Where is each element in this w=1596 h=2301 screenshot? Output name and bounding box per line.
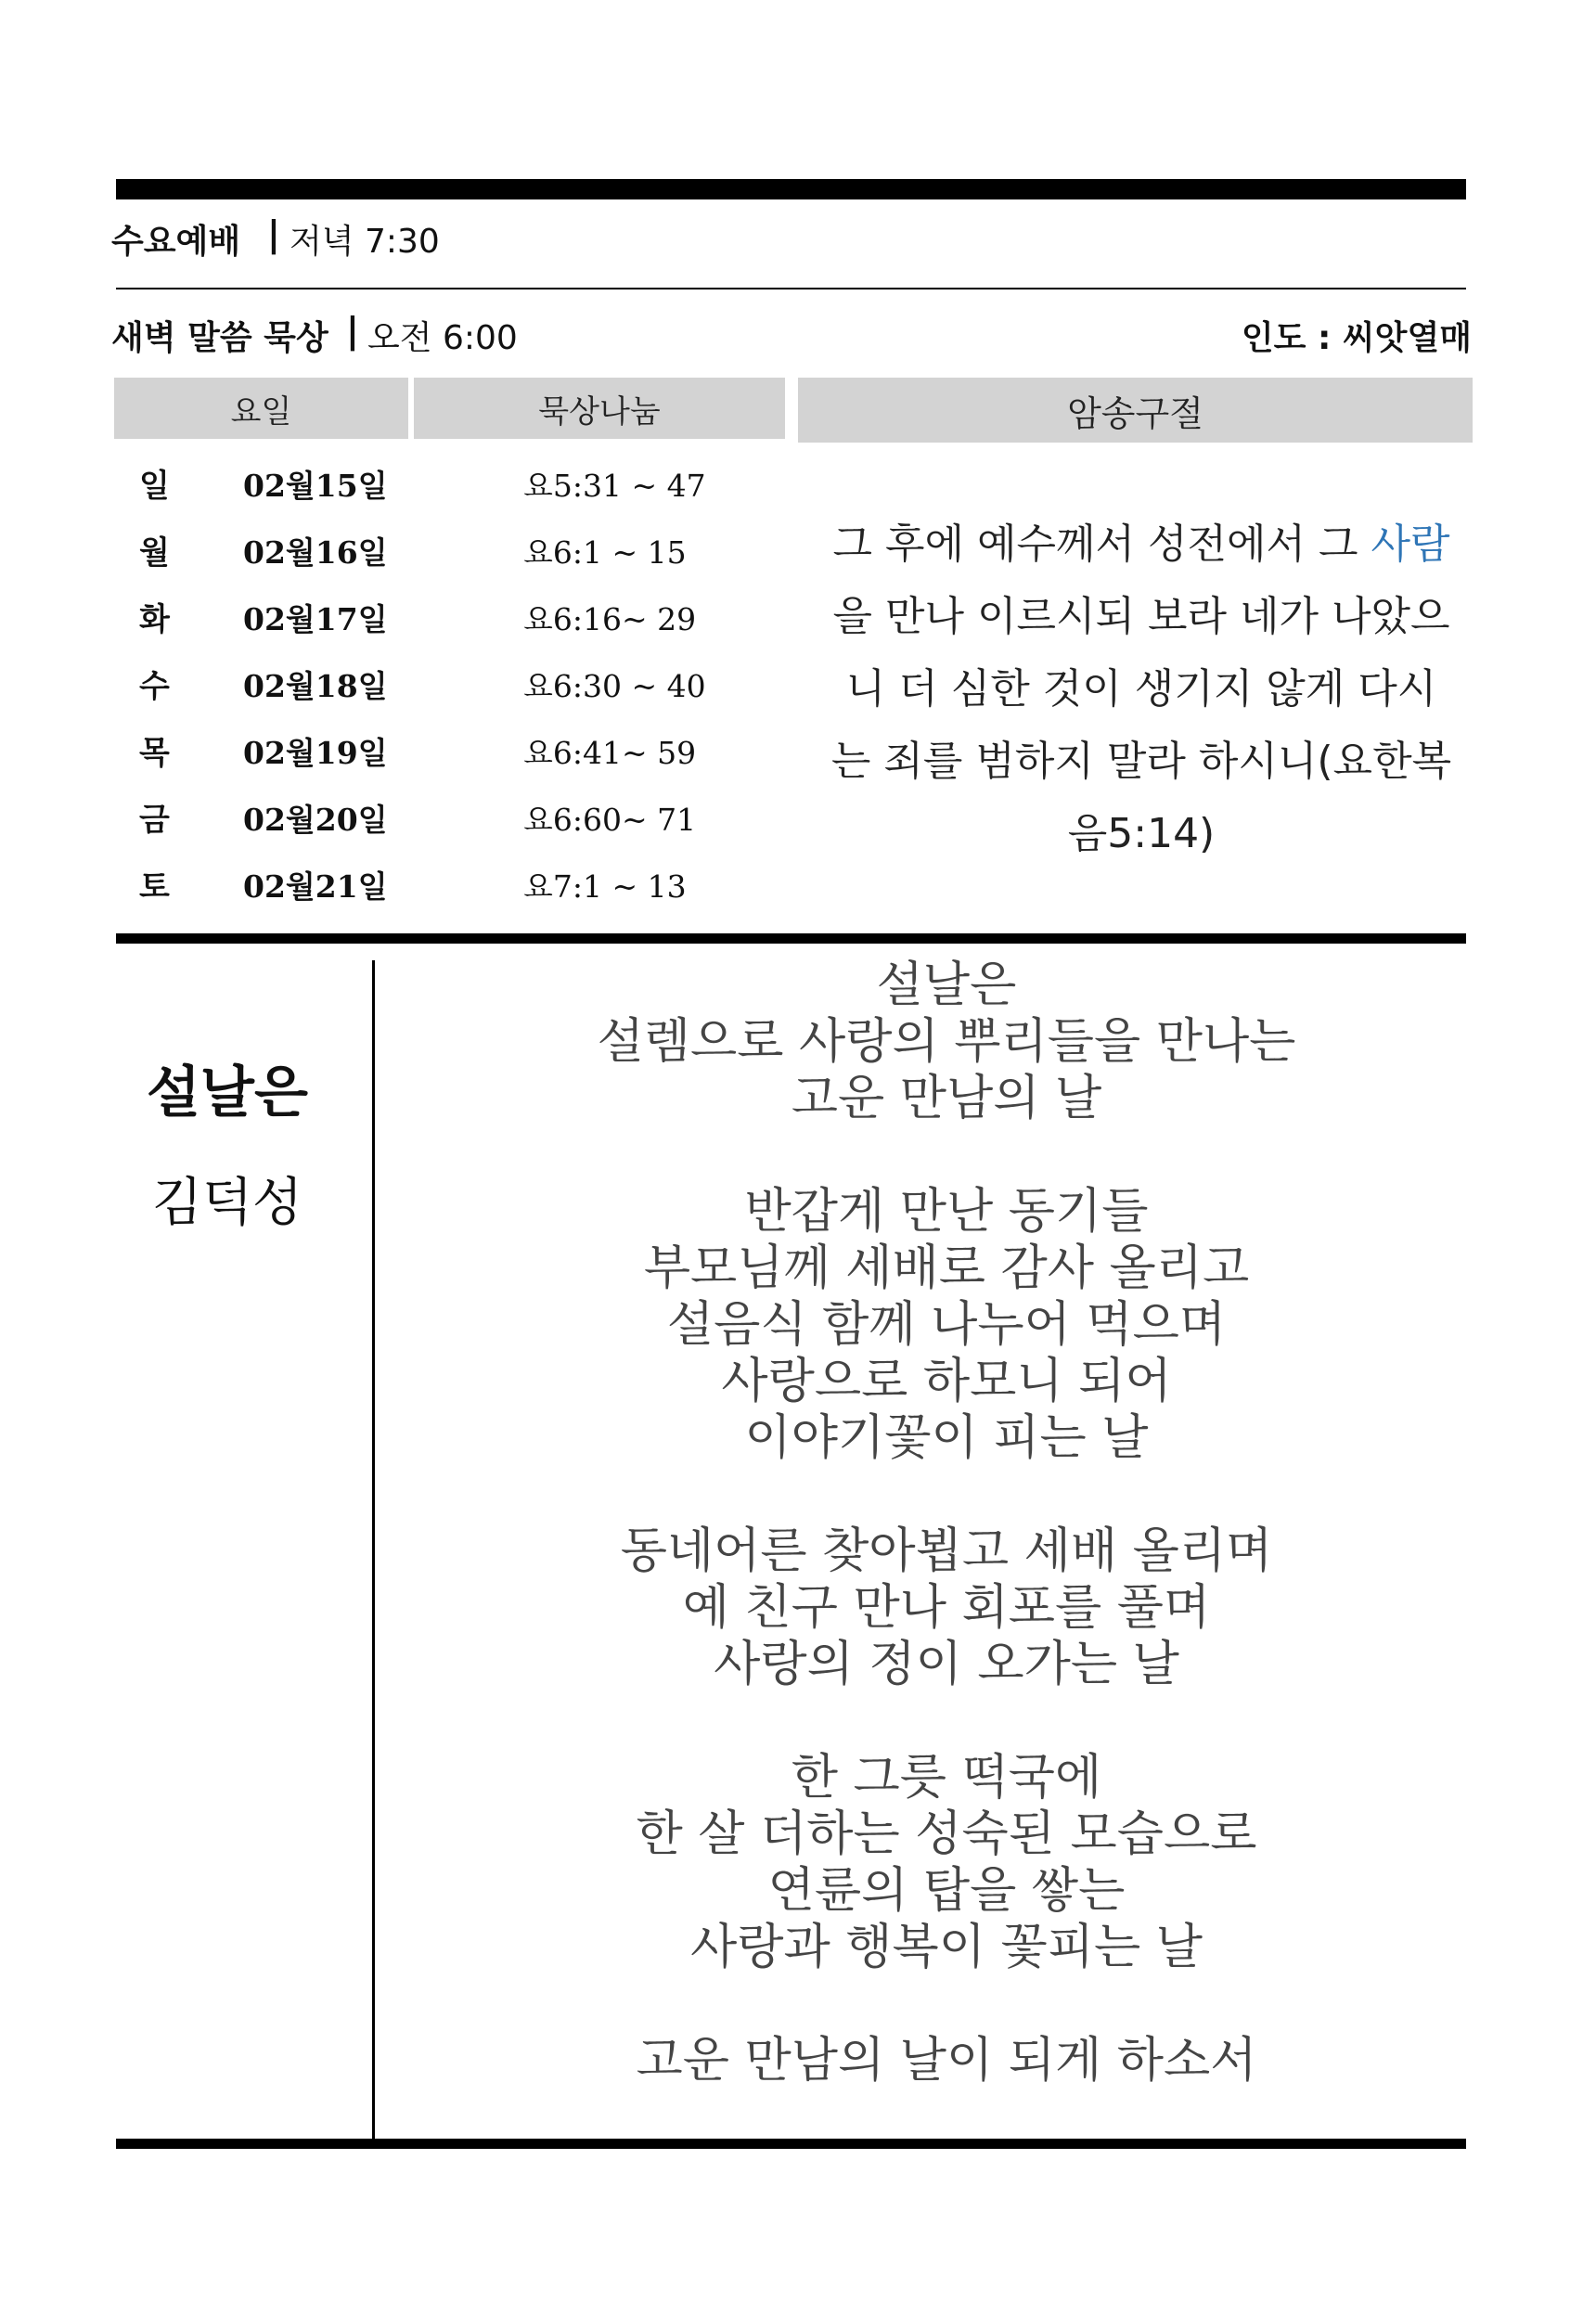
separator: |: [267, 213, 280, 254]
table-row: [0, 787, 798, 854]
memory-verse: [817, 508, 1466, 870]
verse-line: 음5:14): [1067, 810, 1216, 857]
poem-stanza: [390, 1184, 1503, 1467]
table-row: [0, 586, 798, 653]
date-cell: 02월19일: [243, 735, 388, 771]
wednesday-service-time: 저녁 7:30: [290, 223, 440, 261]
poem-line: 한 살 더하는 성숙된 모습으로: [636, 1806, 1257, 1862]
date-cell: 02월16일: [243, 534, 388, 571]
day-cell: 일: [139, 468, 170, 505]
poem-line: 사랑으로 하모니 되어: [721, 1354, 1172, 1409]
reference-cell: 요7:1 ~ 13: [523, 868, 687, 905]
top-rule: [116, 179, 1466, 199]
day-cell: 금: [139, 802, 170, 839]
reference-cell: 요5:31 ~ 47: [523, 468, 706, 504]
table-row: [0, 720, 798, 787]
reference-cell: 요6:30 ~ 40: [523, 668, 706, 704]
day-cell: 토: [139, 868, 170, 906]
poem-stanza: [390, 1750, 1503, 1976]
table-row: [0, 653, 798, 720]
header-day: 요일: [114, 378, 408, 439]
poem-line: 설음식 함께 나누어 먹으며: [666, 1297, 1227, 1353]
reference-cell: 요6:16~ 29: [523, 601, 697, 637]
poem-author: 김덕성: [151, 1173, 303, 1233]
dawn-meditation-time: 오전 6:00: [367, 319, 518, 357]
leader-label: 인도 : 씨앗열매: [1241, 319, 1472, 357]
poem-line: 부모님께 세배로 감사 올리고: [643, 1240, 1250, 1296]
poem-line: 사랑과 행복이 꽃피는 날: [690, 1920, 1203, 1975]
date-cell: 02월18일: [243, 668, 388, 704]
poem-line: 동네어른 찾아뵙고 세배 올리며: [620, 1523, 1273, 1579]
verse-line: 니 더 심한 것이 생기지 않게 다시: [845, 665, 1437, 713]
poem-line: 반갑게 만난 동기들: [744, 1184, 1149, 1240]
table-row: [0, 453, 798, 520]
poem-line: 이야기꽃이 피는 날: [744, 1410, 1149, 1466]
poem-title: 설날은: [147, 1061, 308, 1125]
dawn-meditation-label: 새벽 말씀 묵상: [111, 319, 328, 357]
poem-stanza: [390, 1523, 1503, 1693]
divider: [116, 288, 1466, 289]
poem-body: [390, 958, 1503, 2089]
poem-line: 고운 만남의 날이 되게 하소서: [636, 2033, 1257, 2089]
reference-cell: 요6:60~ 71: [523, 802, 697, 838]
day-cell: 화: [139, 601, 170, 638]
poem-line: 설날은: [876, 958, 1017, 1013]
separator: |: [346, 310, 359, 351]
poem-stanza: [390, 2033, 1503, 2089]
day-cell: 수: [139, 668, 170, 705]
verse-line: 는 죄를 범하지 말라 하시니(요한복: [830, 738, 1452, 785]
poem-line: 사랑의 정이 오가는 날: [714, 1637, 1179, 1692]
verse-line: 그 후에 예수께서 성전에서 그: [832, 521, 1371, 568]
header-meditation: 묵상나눔: [414, 378, 785, 439]
date-cell: 02월21일: [243, 868, 388, 905]
poem-line: 예 친구 만나 회포를 풀며: [682, 1580, 1211, 1636]
section-rule: [116, 933, 1466, 944]
bottom-rule: [116, 2139, 1466, 2149]
vertical-divider: [372, 960, 375, 2143]
poem-stanza: [390, 958, 1503, 1127]
day-cell: 월: [139, 534, 170, 572]
date-cell: 02월17일: [243, 601, 388, 637]
poem-line: 고운 만남의 날: [791, 1071, 1102, 1126]
date-cell: 02월15일: [243, 468, 388, 504]
table-row: [0, 854, 798, 920]
day-cell: 목: [139, 735, 170, 772]
reference-cell: 요6:41~ 59: [523, 735, 697, 771]
verse-highlight: 사람: [1371, 521, 1450, 568]
table-row: [0, 520, 798, 586]
date-cell: 02월20일: [243, 802, 388, 838]
reference-cell: 요6:1 ~ 15: [523, 534, 687, 571]
verse-line: 을 만나 이르시되 보라 네가 나았으: [832, 593, 1450, 640]
poem-line: 한 그릇 떡국에: [791, 1750, 1102, 1806]
poem-line: 연륜의 탑을 쌓는: [767, 1863, 1126, 1919]
wednesday-service-label: 수요예배: [111, 223, 241, 261]
header-memory-verse: 암송구절: [798, 378, 1473, 443]
poem-line: 설렘으로 사랑의 뿌리들을 만나는: [597, 1014, 1296, 1070]
